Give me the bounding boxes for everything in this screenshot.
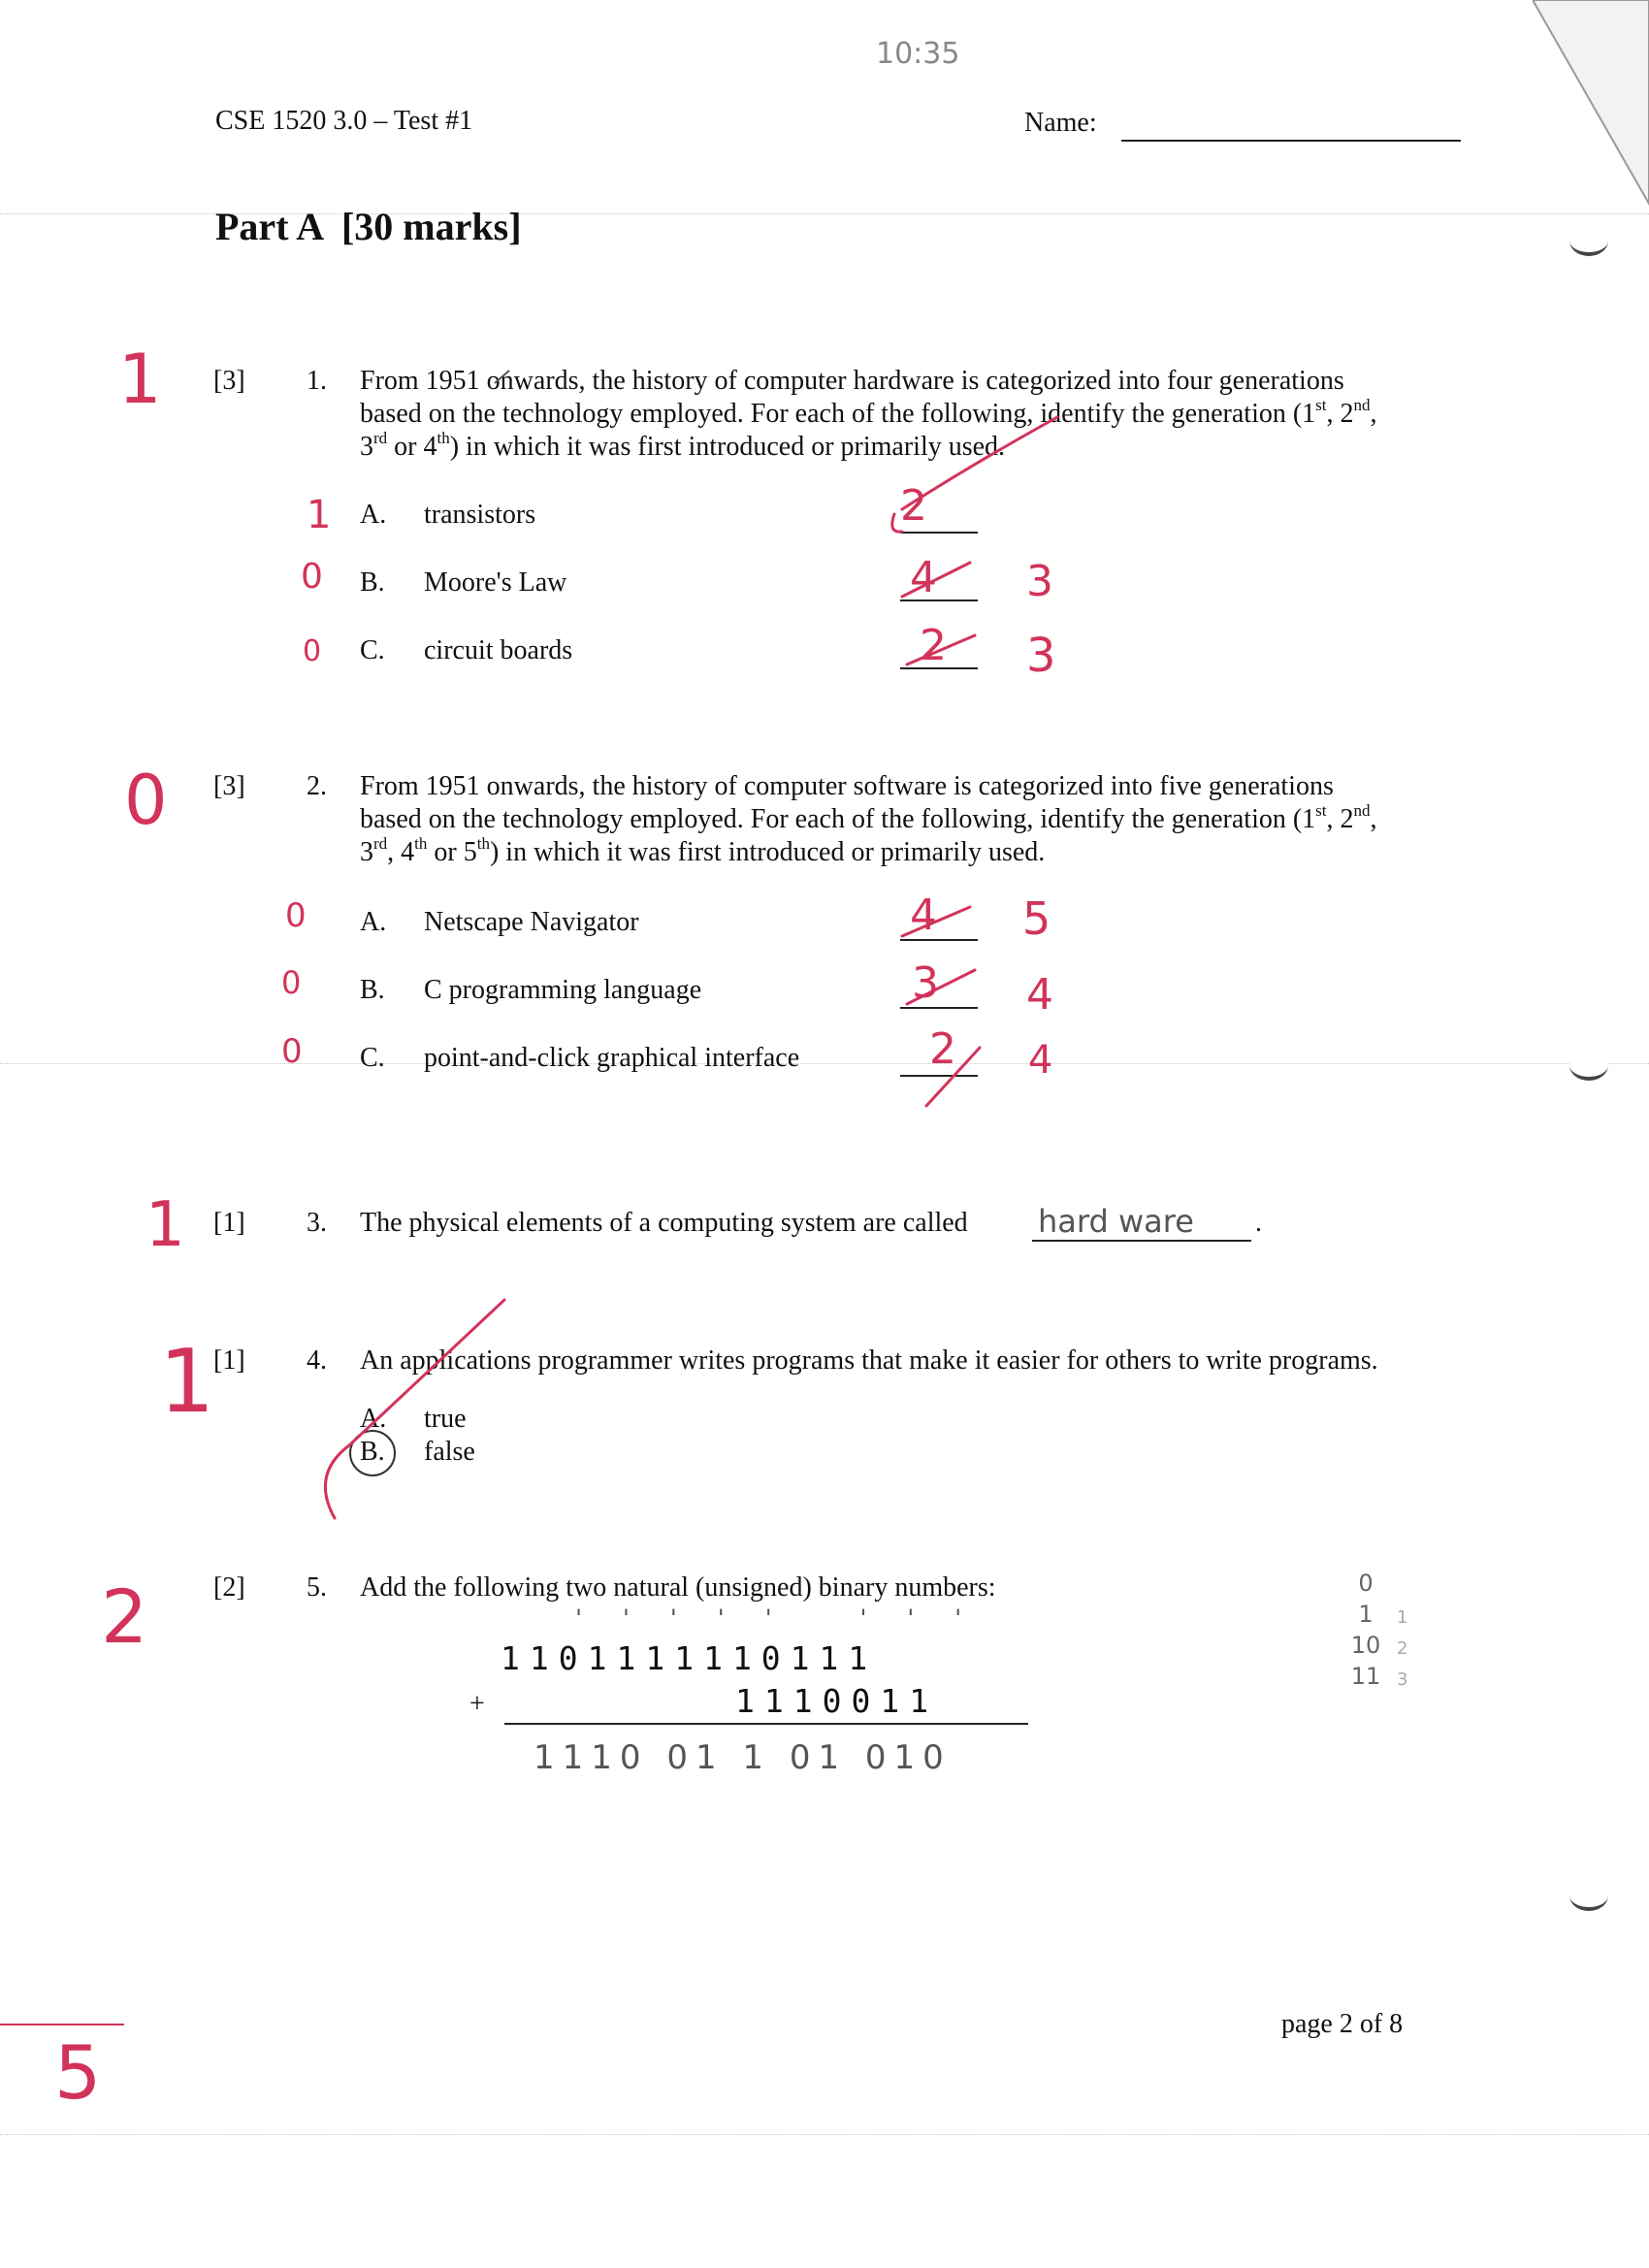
grand-total: 5	[54, 2029, 102, 2116]
q5-marks: [2]	[213, 1572, 245, 1603]
q1b-text: Moore's Law	[424, 567, 567, 598]
name-label: Name:	[1024, 108, 1097, 138]
q2a-answer: 4	[910, 891, 937, 940]
q2b-correction: 4	[1026, 970, 1053, 1020]
q1c-answer: 2	[920, 621, 947, 670]
q1b-correction: 3	[1026, 557, 1053, 606]
q1c-letter: C.	[360, 635, 385, 665]
q4-option-b-letter[interactable]: B.	[360, 1437, 385, 1467]
q1a-answer: 2	[900, 481, 927, 531]
q3-text: The physical elements of a computing system are called	[360, 1208, 968, 1238]
q1-number: 1.	[307, 366, 327, 396]
q2b-cross	[907, 970, 975, 1004]
q4-number: 4.	[307, 1345, 327, 1376]
q3-answer: hard ware	[1038, 1203, 1194, 1240]
q1c-text: circuit boards	[424, 635, 573, 665]
q1b-cross	[902, 563, 970, 597]
q2a-score: 0	[285, 896, 307, 935]
q3-score: 1	[146, 1189, 185, 1261]
q5-scratch: 0 1 10 11	[1350, 1570, 1381, 1690]
q2-marks: [3]	[213, 771, 245, 801]
q5-row1: 1101111110111	[501, 1639, 878, 1677]
q5-row2: 1110011	[735, 1682, 939, 1720]
q4-score: 1	[159, 1331, 215, 1433]
q5-result: 1110 01 1 01 010	[534, 1738, 952, 1777]
q4-option-a-text: true	[424, 1404, 467, 1434]
q2c-answer: 2	[929, 1024, 956, 1074]
q5-carries: ' ' ' ' ' ' ' '	[501, 1604, 975, 1632]
q4-option-a-letter[interactable]: A.	[360, 1404, 387, 1434]
q1-line1: From 1951 onwards, the history of computer hardware is categorized into four generations	[360, 366, 1344, 396]
q5-number: 5.	[307, 1572, 327, 1603]
q2c-cross	[926, 1048, 980, 1106]
course-title: CSE 1520 3.0 – Test #1	[215, 106, 473, 136]
page-number: page 2 of 8	[1281, 2009, 1404, 2039]
q2b-answer: 3	[912, 958, 939, 1008]
q3-marks: [1]	[213, 1208, 245, 1238]
q2b-letter: B.	[360, 975, 385, 1005]
q2a-correction: 5	[1022, 892, 1051, 945]
q2c-text: point-and-click graphical interface	[424, 1043, 800, 1073]
q2b-score: 0	[281, 964, 302, 1001]
q2a-cross	[902, 907, 970, 936]
q2c-score: 0	[281, 1032, 303, 1071]
q1-marks: [3]	[213, 366, 245, 396]
q1a-letter: A.	[360, 500, 387, 530]
q1c-cross	[907, 635, 975, 664]
q1a-text: transistors	[424, 500, 536, 530]
q1c-score: 0	[303, 634, 322, 668]
q1a-score: 1	[307, 493, 332, 537]
time-note: 10:35	[876, 37, 960, 71]
q2a-text: Netscape Navigator	[424, 907, 639, 937]
q5-scratch-index: 1 2 3	[1397, 1607, 1408, 1690]
q1-pencil-strike	[495, 371, 509, 383]
q1-line3: 3rd or 4th) in which it was first introduced or primarily used.	[360, 429, 1006, 462]
q4-checkmark	[325, 1300, 504, 1518]
q5-plus: +	[469, 1689, 485, 1719]
q1c-correction: 3	[1026, 629, 1056, 683]
q1-score: 1	[118, 340, 162, 419]
q4-text: An applications programmer writes programs that make it easier for others to write programs.	[360, 1345, 1378, 1376]
q2-line2: based on the technology employed. For each of the following, identify the generation (1st, 2nd,	[360, 801, 1377, 834]
q1-line2: based on the technology employed. For each of the following, identify the generation (1st, 2nd,	[360, 396, 1377, 429]
q1b-score: 0	[301, 557, 323, 597]
q1b-letter: B.	[360, 567, 385, 598]
q2-score: 0	[124, 761, 168, 840]
q1b-answer: 4	[910, 553, 937, 602]
q2-number: 2.	[307, 771, 327, 801]
q2b-text: C programming language	[424, 975, 702, 1005]
part-title: Part A [30 marks]	[215, 205, 522, 248]
q2-line3: 3rd, 4th or 5th) in which it was first introduced or primarily used.	[360, 834, 1046, 867]
q5-score: 2	[101, 1573, 148, 1660]
q5-text: Add the following two natural (unsigned) binary numbers:	[360, 1572, 996, 1603]
q1a-checkmark	[902, 417, 1057, 509]
q2-line1: From 1951 onwards, the history of computer software is categorized into five generations	[360, 771, 1334, 801]
q4-option-b-text: false	[424, 1437, 475, 1467]
q2c-letter: C.	[360, 1043, 385, 1073]
q1a-check-tail	[892, 514, 902, 532]
q4-marks: [1]	[213, 1345, 245, 1376]
q2c-correction: 4	[1028, 1038, 1053, 1083]
q3-period: .	[1255, 1208, 1262, 1238]
q3-number: 3.	[307, 1208, 327, 1238]
q2a-letter: A.	[360, 907, 387, 937]
